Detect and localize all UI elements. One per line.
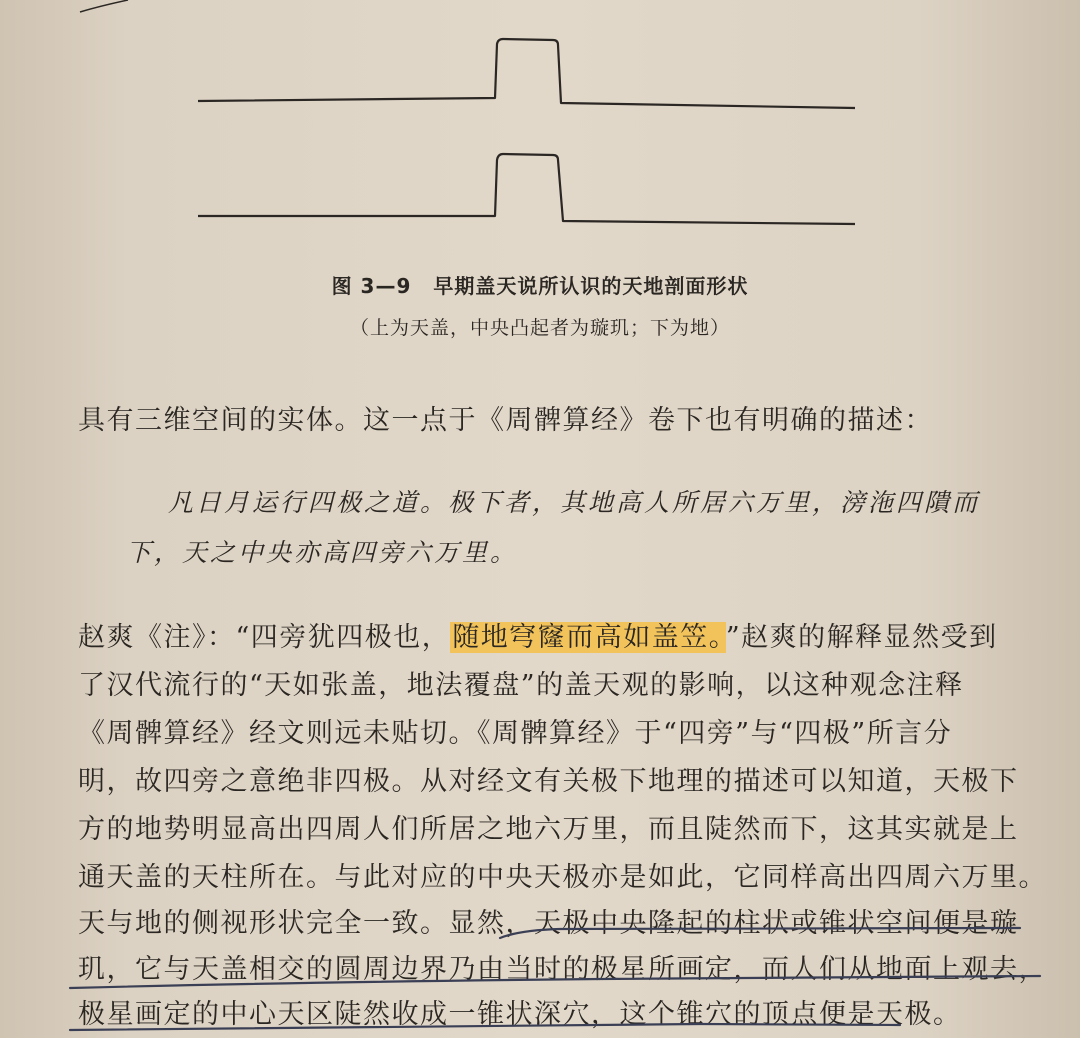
paragraph-line-7: 天与地的侧视形状完全一致。显然，天极中央隆起的柱状或锥状空间便是璇 bbox=[78, 908, 1019, 939]
page-edge-line bbox=[80, 0, 128, 12]
heaven-earth-profile-diagram bbox=[0, 0, 1080, 260]
earth-profile bbox=[198, 154, 855, 224]
paragraph-line-1 bbox=[78, 620, 1038, 656]
paragraph-line-8: 玑，它与天盖相交的圆周边界乃由当时的极星所画定，而人们从地面上观去， bbox=[78, 954, 1047, 985]
paragraph-text: ”赵爽的解释显然受到 bbox=[725, 622, 998, 653]
highlighted-phrase: 随地穹窿而高如盖笠。 bbox=[452, 622, 724, 653]
paragraph-line-6: 通天盖的天柱所在。与此对应的中央天极亦是如此，它同样高出四周六万里。 bbox=[78, 862, 1047, 893]
quote-line-2: 下，天之中央亦高四旁六万里。 bbox=[126, 538, 519, 567]
figure-caption-title bbox=[0, 270, 1080, 299]
paragraph-line-9: 极星画定的中心天区陡然收成一锥状深穴，这个锥穴的顶点便是天极。 bbox=[78, 999, 962, 1030]
quote-line-1: 凡日月运行四极之道。极下者，其地高人所居六万里，滂沲四隤而 bbox=[168, 488, 981, 517]
heaven-canopy-profile bbox=[198, 39, 855, 108]
figure-caption-subtitle: （上为天盖，中央凸起者为璇玑；下为地） bbox=[349, 317, 730, 339]
paragraph-text: 赵爽《注》：“四旁犹四极也， bbox=[78, 622, 451, 653]
paragraph-line-3: 《周髀算经》经文则远未贴切。《周髀算经》于“四旁”与“四极”所言分 bbox=[78, 718, 953, 749]
paragraph-line-2: 了汉代流行的“天如张盖，地法覆盘”的盖天观的影响，以这种观念注释 bbox=[78, 670, 964, 701]
paragraph-line-5: 方的地势明显高出四周人们所居之地六万里，而且陡然而下，这其实就是上 bbox=[78, 814, 1019, 845]
lead-line: 具有三维空间的实体。这一点于《周髀算经》卷下也有明确的描述： bbox=[78, 405, 933, 436]
figure-number: 图 3—9 bbox=[331, 274, 412, 298]
paragraph-line-4: 明，故四旁之意绝非四极。从对经文有关极下地理的描述可以知道，天极下 bbox=[78, 766, 1019, 797]
figure-caption-text: 早期盖天说所认识的天地剖面形状 bbox=[433, 274, 749, 298]
